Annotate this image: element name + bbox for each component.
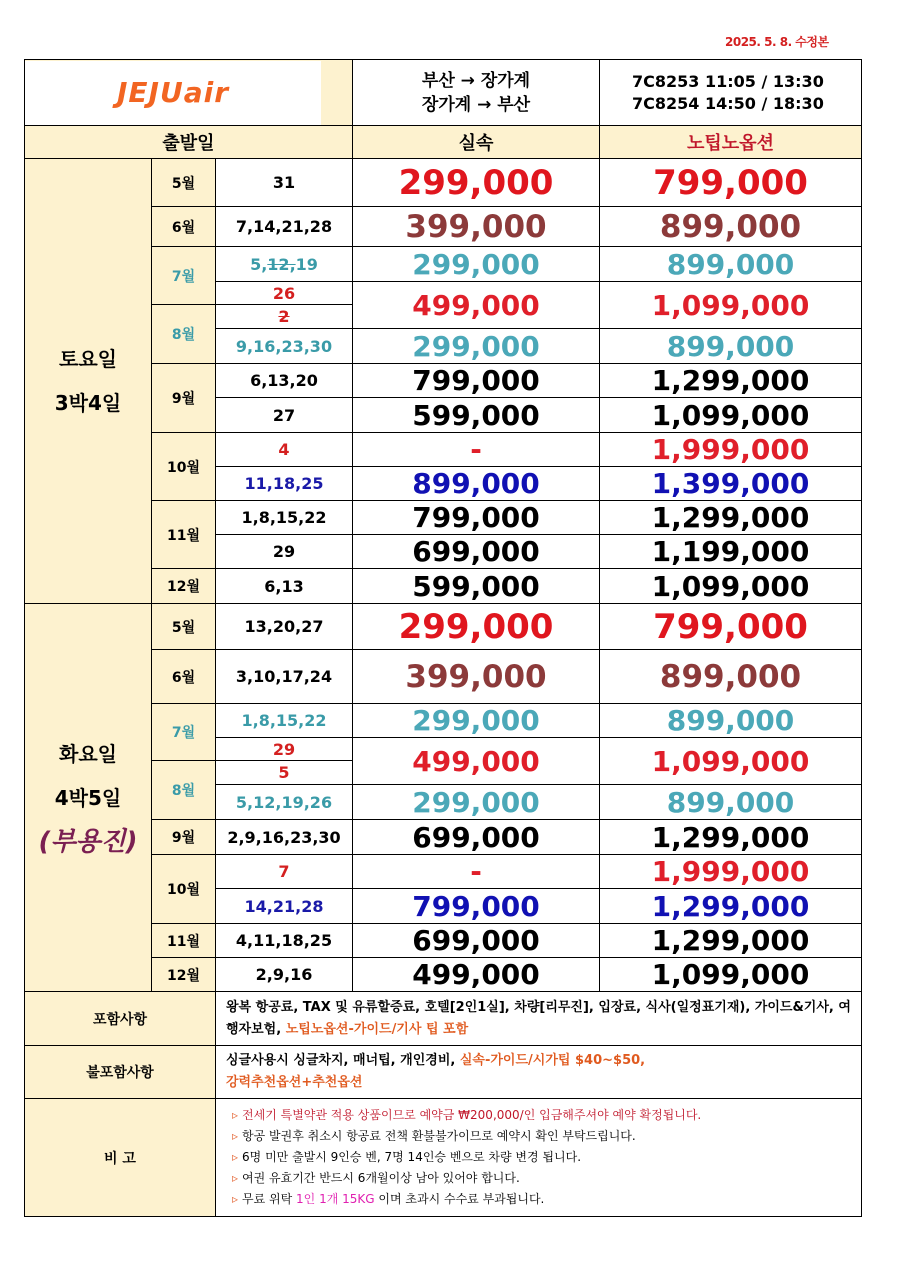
price-premium: 1,099,000 (600, 282, 862, 329)
group-tuesday-day: 화요일 (59, 741, 117, 766)
included-highlight: 노팁노옵션-가이드/기사 팁 포함 (285, 1021, 469, 1037)
price-premium: 1,999,000 (600, 433, 862, 467)
price-table (24, 59, 862, 1217)
price-basic: 299,000 (353, 785, 600, 820)
excluded-label: 불포함사항 (25, 1046, 216, 1099)
month-label: 7월 (152, 704, 216, 761)
price-basic: 399,000 (353, 650, 600, 704)
bullet-icon: ▹ (232, 1150, 239, 1164)
route-return: 장가계 → 부산 (421, 94, 531, 115)
baggage-allowance: 1인 1개 15KG (296, 1192, 375, 1206)
price-premium: 1,999,000 (600, 855, 862, 889)
price-basic: 499,000 (353, 738, 600, 785)
price-basic: 899,000 (353, 467, 600, 501)
date-item-cancelled: 12, (267, 254, 296, 274)
included-text (216, 992, 862, 1046)
included-items: 왕복 항공료, TAX 및 유류할증료, 호텔[2인1실], 차량[리무진], 입장료, 식사(일정표기재), 가이드&기사, 여행자보험, (226, 999, 851, 1037)
date-item: 19 (295, 254, 318, 274)
month-label: 5월 (152, 159, 216, 207)
bullet-icon: ▹ (232, 1192, 239, 1206)
price-premium: 799,000 (600, 604, 862, 650)
col-departure: 출발일 (25, 126, 353, 159)
price-premium: 1,299,000 (600, 889, 862, 924)
flight-return: 7C8254 14:50 / 18:30 (632, 93, 824, 113)
month-label: 10월 (152, 433, 216, 501)
month-label: 6월 (152, 650, 216, 704)
airline-logo-cell (25, 60, 353, 126)
revision-note: 2025. 5. 8. 수정본 (725, 35, 829, 49)
notes-label: 비 고 (25, 1099, 216, 1217)
group-saturday-length: 3박4일 (54, 391, 122, 415)
dates-cell: 29 (216, 535, 353, 569)
dates-cell: 4 (216, 433, 353, 467)
price-basic: 299,000 (353, 604, 600, 650)
notes-text (216, 1099, 862, 1217)
note-line: ▹ 전세기 특별약관 적용 상품이므로 예약금 ₩200,000/인 입금해주셔야 예약 확정됩니다. (232, 1108, 702, 1122)
month-label: 6월 (152, 207, 216, 247)
month-label: 9월 (152, 820, 216, 855)
price-premium: 1,299,000 (600, 364, 862, 398)
dates-cell: 11,18,25 (216, 467, 353, 501)
bullet-icon: ▹ (232, 1129, 239, 1143)
bullet-icon: ▹ (232, 1171, 239, 1185)
price-premium: 1,199,000 (600, 535, 862, 569)
dates-cell: 3,10,17,24 (216, 650, 353, 704)
price-sheet (24, 59, 862, 1217)
flight-outbound: 7C8253 11:05 / 13:30 (632, 71, 824, 91)
price-premium: 1,099,000 (600, 569, 862, 604)
price-basic: - (353, 433, 600, 467)
price-basic: 599,000 (353, 398, 600, 433)
price-premium: 1,299,000 (600, 501, 862, 535)
dates-cell (216, 247, 353, 282)
bullet-icon: ▹ (232, 1108, 239, 1122)
group-tuesday (25, 604, 152, 992)
excluded-highlight-2: 강력추천옵션+추천옵션 (226, 1075, 363, 1090)
price-basic: 299,000 (353, 247, 600, 282)
note-line: ▹ 6명 미만 출발시 9인승 벤, 7명 14인승 벤으로 차량 변경 됩니다. (232, 1150, 582, 1164)
date-item: 5, (250, 254, 268, 274)
dates-cell: 1,8,15,22 (216, 501, 353, 535)
dates-cell: 9,16,23,30 (216, 329, 353, 364)
month-label: 8월 (152, 761, 216, 820)
dates-cell: 14,21,28 (216, 889, 353, 924)
month-label: 7월 (152, 247, 216, 305)
price-basic: 299,000 (353, 159, 600, 207)
excluded-text (216, 1046, 862, 1099)
dates-cell: 2,9,16 (216, 958, 353, 992)
price-premium: 899,000 (600, 207, 862, 247)
col-premium: 노팁노옵션 (600, 126, 862, 159)
group-saturday (25, 159, 152, 604)
month-label: 10월 (152, 855, 216, 924)
group-saturday-day: 토요일 (59, 347, 117, 371)
price-basic: 499,000 (353, 282, 600, 329)
price-premium: 899,000 (600, 247, 862, 282)
dates-cell: 5 (216, 761, 353, 785)
price-premium: 899,000 (600, 785, 862, 820)
dates-cell: 7 (216, 855, 353, 889)
dates-cell: 31 (216, 159, 353, 207)
price-basic: 799,000 (353, 889, 600, 924)
note-line: ▹ 여권 유효기간 반드시 6개월이상 남아 있어야 합니다. (232, 1171, 520, 1185)
price-basic: 699,000 (353, 820, 600, 855)
price-basic: 699,000 (353, 535, 600, 569)
route-outbound: 부산 → 장가계 (421, 70, 531, 91)
price-premium: 1,299,000 (600, 820, 862, 855)
price-premium: 899,000 (600, 704, 862, 738)
dates-cell: 27 (216, 398, 353, 433)
price-premium: 1,099,000 (600, 958, 862, 992)
price-basic: 299,000 (353, 704, 600, 738)
included-label: 포함사항 (25, 992, 216, 1046)
flight-cell (600, 60, 862, 126)
dates-cell: 26 (216, 282, 353, 305)
dates-cell-cancelled: 2 (216, 305, 353, 329)
price-premium: 899,000 (600, 650, 862, 704)
month-label: 12월 (152, 569, 216, 604)
dates-cell: 1,8,15,22 (216, 704, 353, 738)
price-premium: 1,299,000 (600, 924, 862, 958)
month-label: 9월 (152, 364, 216, 433)
price-premium: 799,000 (600, 159, 862, 207)
route-cell (353, 60, 600, 126)
dates-cell: 2,9,16,23,30 (216, 820, 353, 855)
dates-cell: 7,14,21,28 (216, 207, 353, 247)
price-basic: 399,000 (353, 207, 600, 247)
price-basic: 299,000 (353, 329, 600, 364)
month-label: 8월 (152, 305, 216, 364)
price-premium: 1,399,000 (600, 467, 862, 501)
excluded-items: 싱글사용시 싱글차지, 매너팁, 개인경비, (226, 1053, 456, 1068)
price-premium: 1,099,000 (600, 738, 862, 785)
group-tuesday-tag: (부용진) (38, 826, 138, 857)
note-line: ▹ 무료 위탁 1인 1개 15KG 이며 초과시 수수료 부과됩니다. (232, 1192, 545, 1206)
price-premium: 1,099,000 (600, 398, 862, 433)
price-basic: 799,000 (353, 501, 600, 535)
month-label: 12월 (152, 958, 216, 992)
dates-cell: 6,13 (216, 569, 353, 604)
month-label: 5월 (152, 604, 216, 650)
col-basic: 실속 (353, 126, 600, 159)
jejuair-logo: JEJUair (117, 76, 229, 109)
note-line: ▹ 항공 발권후 취소시 항공료 전책 환불불가이므로 예약시 확인 부탁드립니다. (232, 1129, 636, 1143)
price-premium: 899,000 (600, 329, 862, 364)
dates-cell: 29 (216, 738, 353, 761)
price-basic: 799,000 (353, 364, 600, 398)
dates-cell: 6,13,20 (216, 364, 353, 398)
price-basic: 599,000 (353, 569, 600, 604)
price-basic: 699,000 (353, 924, 600, 958)
price-basic: 499,000 (353, 958, 600, 992)
price-basic: - (353, 855, 600, 889)
dates-cell: 5,12,19,26 (216, 785, 353, 820)
dates-cell: 4,11,18,25 (216, 924, 353, 958)
excluded-highlight-1: 실속-가이드/시가팁 $40~$50, (459, 1053, 646, 1068)
dates-cell: 13,20,27 (216, 604, 353, 650)
month-label: 11월 (152, 924, 216, 958)
group-tuesday-length: 4박5일 (54, 785, 122, 810)
month-label: 11월 (152, 501, 216, 569)
